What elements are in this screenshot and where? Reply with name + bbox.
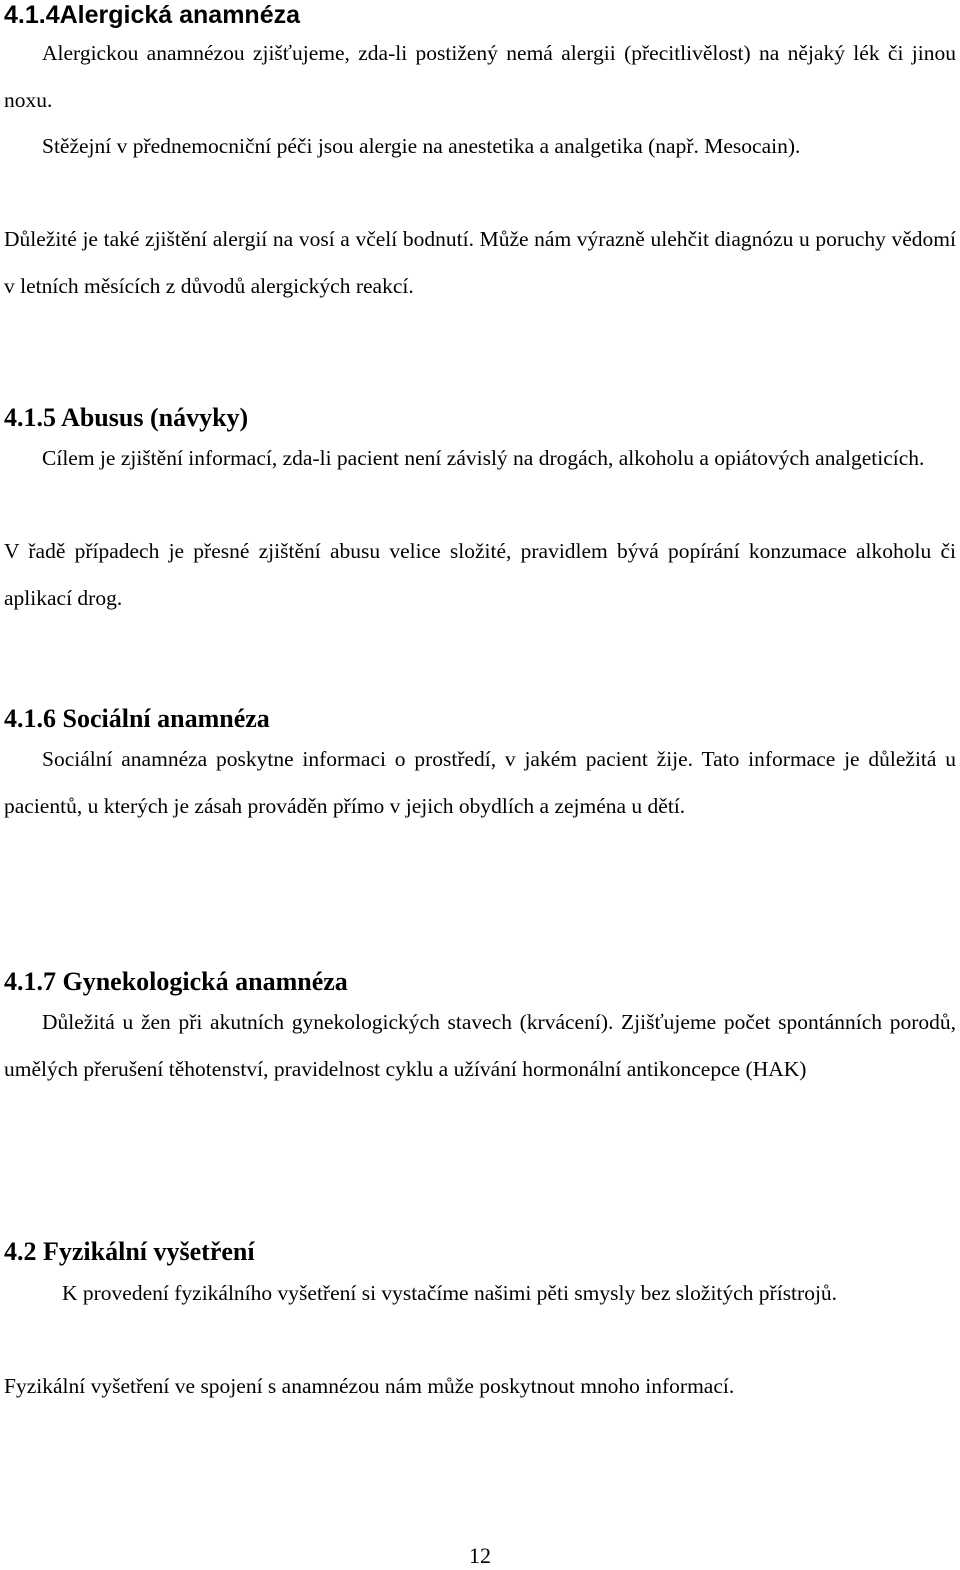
paragraph-gynecological-1: Důležitá u žen při akutních gynekologických stavech (krvácení). Zjišťujeme počet spontánních porodů, umělých přerušení těhotenství, pravidelnost cyklu a užívání hormonální antikoncepce (HAK)	[4, 1010, 956, 1081]
paragraph-allergic-1: Alergickou anamnézou zjišťujeme, zda-li postižený nemá alergii (přecitlivělost) na nějaký lék či jinou noxu.	[4, 41, 956, 112]
paragraph-abusus-1: Cílem je zjištění informací, zda-li pacient není závislý na drogách, alkoholu a opiátových analgeticích.	[42, 446, 925, 470]
heading-gynecological-anamnesis: 4.1.7 Gynekologická anamnéza	[4, 967, 348, 996]
heading-abusus: 4.1.5 Abusus (návyky)	[4, 403, 249, 432]
heading-physical-examination: 4.2 Fyzikální vyšetření	[4, 1237, 255, 1266]
heading-allergic-anamnesis: 4.1.4Alergická anamnéza	[4, 1, 300, 29]
paragraph-allergic-3: Důležité je také zjištění alergií na vosí a včelí bodnutí. Může nám výrazně ulehčit diagnózu u poruchy vědomí v letních měsících z důvodů alergických reakcí.	[4, 227, 956, 298]
paragraph-physical-1: K provedení fyzikálního vyšetření si vystačíme našimi pěti smysly bez složitých přístrojů.	[62, 1281, 838, 1305]
heading-social-anamnesis: 4.1.6 Sociální anamnéza	[4, 704, 270, 733]
paragraph-physical-2: Fyzikální vyšetření ve spojení s anamnézou nám může poskytnout mnoho informací.	[4, 1374, 735, 1398]
page-number: 12	[469, 1543, 491, 1568]
paragraph-abusus-2: V řadě případech je přesné zjištění abusu velice složité, pravidlem bývá popírání konzumace alkoholu či aplikací drog.	[4, 539, 956, 610]
paragraph-allergic-2: Stěžejní v přednemocniční péči jsou alergie na anestetika a analgetika (např. Mesocain).	[42, 134, 801, 158]
paragraph-social-1: Sociální anamnéza poskytne informaci o prostředí, v jakém pacient žije. Tato informace je důležitá u pacientů, u kterých je zásah prováděn přímo v jejich obydlích a zejména u dětí.	[4, 747, 956, 818]
